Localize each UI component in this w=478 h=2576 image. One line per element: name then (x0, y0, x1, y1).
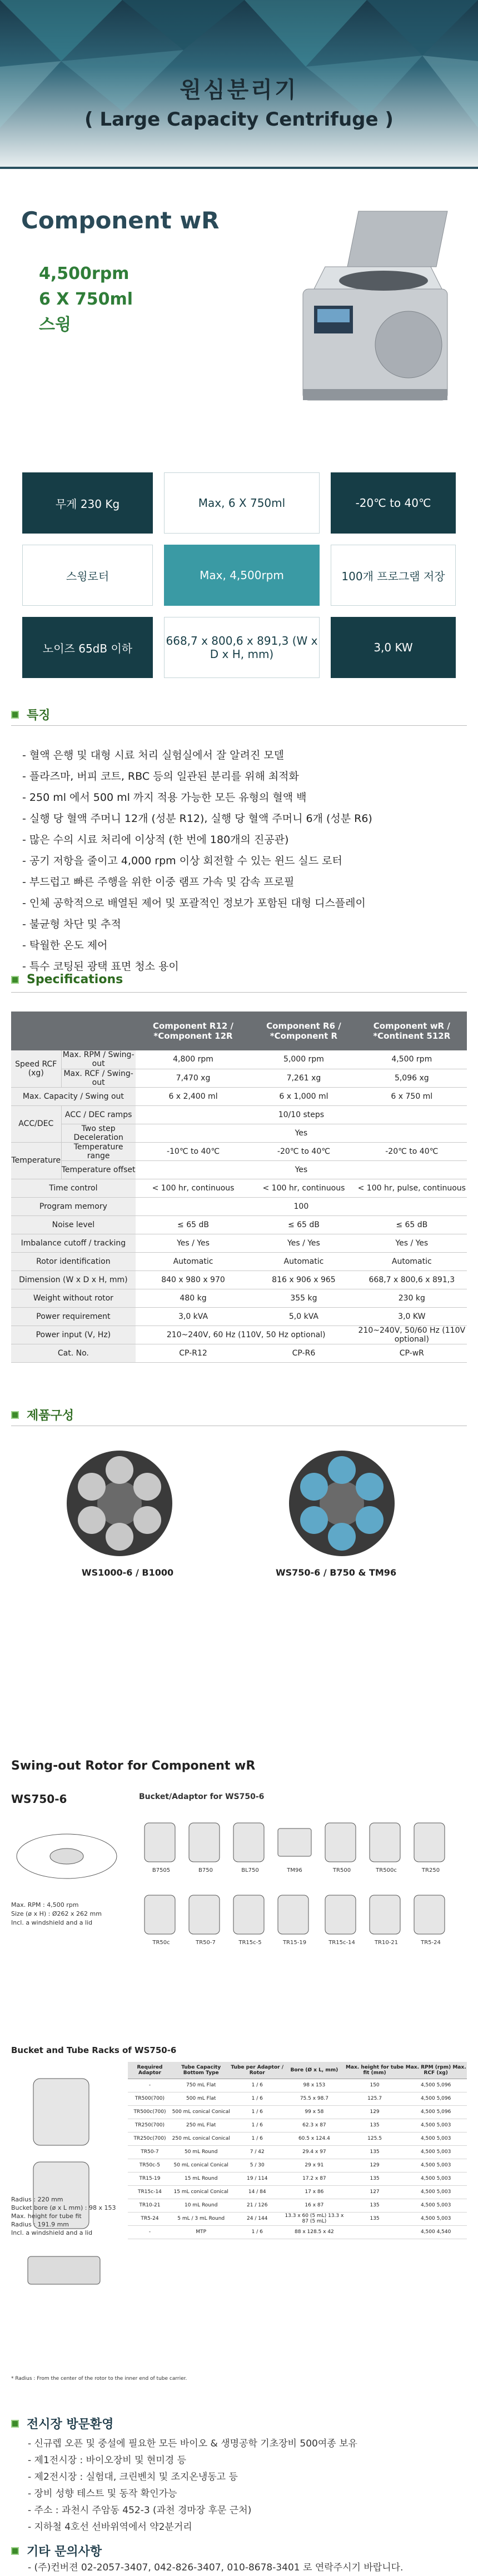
visit-section (11, 2415, 467, 2573)
spec-table (11, 1012, 467, 1363)
spec-header-col: Component wR / *Continent 512R (357, 1012, 467, 1050)
page-subtitle: ( Large Capacity Centrifuge ) (84, 108, 394, 131)
bucket-cell: 250 mL conical Conical (172, 2132, 231, 2145)
bucket-cell: 24 / 144 (230, 2212, 284, 2225)
spec-value: 4,500 rpm (357, 1050, 467, 1069)
hero-banner (0, 0, 478, 167)
bucket-row (128, 2132, 467, 2145)
bucket-row (128, 2159, 467, 2172)
adaptor-label: B750 (198, 1867, 213, 1874)
spec-row (11, 1197, 467, 1215)
spec-value: 210~240V, 50/60 Hz (110V optional) (357, 1326, 467, 1344)
adaptor-label: TR10-21 (374, 1940, 399, 1946)
spec-header-blank (11, 1012, 136, 1050)
spec-value: < 100 hr, continuous (251, 1179, 356, 1197)
bucket-cell: 1 / 6 (230, 2079, 284, 2092)
bucket-cell: 129 (345, 2105, 405, 2119)
feature-item: - 플라즈마, 버피 코트, RBC 등의 일관된 분리를 위해 최적화 (22, 770, 299, 783)
spec-value: 6 x 750 ml (357, 1087, 467, 1105)
adaptor-label: TR50-7 (196, 1940, 216, 1946)
bucket-cell: 125.5 (345, 2132, 405, 2145)
bucket-row (128, 2185, 467, 2199)
bucket-note: Radius : 191.9 mm (11, 2221, 69, 2228)
spec-row (11, 1124, 467, 1142)
visit-line: - 제2전시장 : 실험대, 크린벤치 및 조지온냉동고 등 (28, 2472, 238, 2483)
spec-row (11, 1087, 467, 1105)
bucket-cell: 4,500 5,003 (405, 2119, 467, 2132)
tile-noise: 노이즈 65dB 이하 (22, 617, 153, 678)
spec-value: 3,0 KW (357, 1307, 467, 1326)
bullet-square-icon (11, 1411, 19, 1419)
bucket-cell: TR15c-14 (128, 2185, 172, 2199)
bucket-header: Required Adaptor (128, 2062, 172, 2079)
spec-value: Automatic (251, 1252, 356, 1270)
bucket-cell: 13.3 x 60 (5 mL) 13.3 x 87 (5 mL) (285, 2213, 344, 2224)
bucket-cell: 50 mL Round (172, 2145, 231, 2159)
spec-row (11, 1270, 467, 1289)
rotor-drawing (11, 1812, 122, 1895)
spec-value: Automatic (136, 1252, 251, 1270)
feature-item: - 실행 당 혈액 주머니 12개 (성분 R12), 실행 당 혈액 주머니 6개 (성분 R6) (22, 813, 372, 825)
feature-item: - 탁월한 온도 제어 (22, 939, 108, 951)
rotor-note: Size (ø x H) : Ø262 x 262 mm (11, 1910, 102, 1917)
model-name: Component wR (21, 207, 220, 234)
visit-lines (11, 2435, 467, 2535)
bucket-cell: 500 mL Flat (172, 2092, 231, 2105)
bucket-cell: TR10-21 (128, 2199, 172, 2212)
bucket-cell: TR250c(700) (128, 2132, 172, 2145)
spec-type: 스윙 (39, 315, 71, 335)
bucket-row (128, 2079, 467, 2092)
spec-value: 210~240V, 60 Hz (110V, 50 Hz optional) (136, 1326, 357, 1344)
spec-label: Rotor identification (11, 1252, 136, 1270)
bucket-cell: 29 x 91 (284, 2159, 345, 2172)
bucket-row (128, 2119, 467, 2132)
divider (11, 992, 467, 993)
composition-heading (11, 1406, 74, 1423)
spec-group-label: Speed RCF (xg) (11, 1050, 61, 1087)
spec-value: < 100 hr, continuous (136, 1179, 251, 1197)
composition-heading-text: 제품구성 (27, 1409, 74, 1423)
spec-label: Noise level (11, 1215, 136, 1234)
spec-label: Dimension (W x D x H, mm) (11, 1270, 136, 1289)
adaptor-label: BL750 (241, 1867, 259, 1874)
bucket-row (128, 2199, 467, 2212)
bucket-cell: - (128, 2225, 172, 2239)
spec-label: Max. Capacity / Swing out (11, 1087, 136, 1105)
spec-row (11, 1252, 467, 1270)
visit-heading (11, 2415, 467, 2432)
composition-items (31, 1567, 447, 1578)
composition-item: WS1000-6 / B1000 (81, 1567, 174, 1578)
centrifuge-image (281, 200, 461, 411)
spec-row (11, 1142, 467, 1160)
bucket-cell: 1 / 6 (230, 2092, 284, 2105)
bucket-cell: 1 / 6 (230, 2132, 284, 2145)
spec-value: 816 x 906 x 965 (251, 1270, 356, 1289)
visit-line: - 제1전시장 : 바이오장비 및 현미경 등 (28, 2455, 187, 2466)
spec-label: Temperature offset (61, 1160, 136, 1179)
spec-row (11, 1069, 467, 1087)
bucket-cell: 4,500 5,003 (405, 2212, 467, 2225)
bucket-cell: 135 (345, 2212, 405, 2225)
bucket-cell: 4,500 5,003 (405, 2145, 467, 2159)
bucket-table (128, 2062, 467, 2239)
spec-value: Yes (136, 1160, 467, 1179)
page-title: 원심분리기 (180, 77, 298, 103)
bucket-cell: 62.3 x 87 (284, 2119, 345, 2132)
feature-item: - 특수 코팅된 광택 표면 청소 용이 (22, 960, 179, 973)
features-list (22, 745, 372, 977)
specifications-heading (11, 973, 123, 986)
bucket-cell: 4,500 5,003 (405, 2132, 467, 2145)
feature-item: - 부드럽고 빠른 주행을 위한 이중 램프 가속 및 감속 프로필 (22, 876, 295, 888)
adaptor-label: TR50c (152, 1940, 170, 1946)
adaptor-label: TR5-24 (421, 1940, 441, 1946)
bucket-cell: 135 (345, 2119, 405, 2132)
features-heading (11, 706, 51, 723)
adaptor-label: TR250 (421, 1867, 440, 1874)
adaptor-label: TM96 (287, 1867, 302, 1874)
spec-value: < 100 hr, pulse, continuous (357, 1179, 467, 1197)
bucket-cell: 5 / 30 (230, 2159, 284, 2172)
bucket-cell: 4,500 5,096 (405, 2079, 467, 2092)
spec-row (11, 1344, 467, 1362)
bucket-cell: 150 (345, 2079, 405, 2092)
spec-label: Cat. No. (11, 1344, 136, 1362)
spec-value: ≤ 65 dB (357, 1215, 467, 1234)
spec-value: -10℃ to 40℃ (136, 1142, 251, 1160)
contact-title: 기타 문의사항 (27, 2545, 102, 2559)
spec-group-label: Temperature (11, 1142, 61, 1179)
bucket-cell: TR15-19 (128, 2172, 172, 2185)
spec-row (11, 1215, 467, 1234)
adaptor-label: B7505 (152, 1867, 171, 1874)
spec-label: Power input (V, Hz) (11, 1326, 136, 1344)
bucket-cell: TR50-7 (128, 2145, 172, 2159)
bucket-footnote: * Radius : From the center of the rotor to the inner end of tube carrier. (11, 2376, 187, 2381)
spec-value: Yes / Yes (136, 1234, 251, 1252)
spec-label: Imbalance cutoff / tracking (11, 1234, 136, 1252)
feature-item: - 혈액 은행 및 대형 시료 처리 실험실에서 잘 알려진 모델 (22, 749, 285, 761)
rotor-model: WS750-6 (11, 1792, 67, 1806)
spec-value: 6 x 1,000 ml (251, 1087, 356, 1105)
bucket-cell: 1 / 6 (230, 2119, 284, 2132)
bucket-cell: 4,500 5,003 (405, 2172, 467, 2185)
bucket-notes (11, 2195, 122, 2237)
feature-item: - 인체 공학적으로 배열된 제어 및 포괄적인 정보가 포함된 대형 디스플레이 (22, 897, 366, 909)
bucket-cell: TR5-24 (128, 2212, 172, 2225)
tile-power: 3,0 KW (331, 617, 456, 678)
spec-value: Automatic (357, 1252, 467, 1270)
adaptor-title: Bucket/Adaptor for WS750-6 (139, 1792, 265, 1801)
bucket-cell: 17 x 86 (284, 2185, 345, 2199)
tile-row (22, 472, 456, 534)
spec-label: Max. RPM / Swing-out (61, 1050, 136, 1069)
spec-speed: 4,500rpm (39, 264, 130, 283)
spec-value: 5,096 xg (357, 1069, 467, 1087)
bucket-cell (345, 2225, 405, 2239)
tile-row (22, 545, 456, 606)
bucket-drawings (11, 2067, 122, 2301)
bucket-note: Incl. a windshield and a lid (11, 2229, 93, 2236)
bucket-row (128, 2105, 467, 2119)
spec-value: 7,470 xg (136, 1069, 251, 1087)
bucket-cell: 60.5 x 124.4 (284, 2132, 345, 2145)
bucket-note: Bucket bore (ø x L mm) : 98 x 153 (11, 2204, 116, 2211)
spec-value: Yes (136, 1124, 467, 1142)
spec-value: 5,000 rpm (251, 1050, 356, 1069)
visit-line: - 주소 : 과천시 주암동 452-3 (과천 경마장 후문 근처) (28, 2505, 252, 2516)
bucket-cell: 75.5 x 98.7 (284, 2092, 345, 2105)
spec-group-label: ACC/DEC (11, 1105, 61, 1142)
spec-row (11, 1289, 467, 1307)
bucket-cell: 19 / 114 (230, 2172, 284, 2185)
bucket-header: Max. height for tube fit (mm) (345, 2062, 405, 2079)
bucket-cell: 50 mL conical Conical (172, 2159, 231, 2172)
rotor-note: Max. RPM : 4,500 rpm (11, 1901, 79, 1909)
spec-tiles (22, 472, 456, 689)
spec-label: Temperature range (61, 1142, 136, 1160)
bucket-cell: 4,500 5,096 (405, 2105, 467, 2119)
bucket-cell: 17.2 x 87 (284, 2172, 345, 2185)
bucket-cell: 1 / 6 (230, 2225, 284, 2239)
spec-row (11, 1179, 467, 1197)
bucket-cell: TR500c(700) (128, 2105, 172, 2119)
tile-dimension: 668,7 x 800,6 x 891,3 (W x D x H, mm) (164, 617, 320, 678)
bucket-cell: 10 mL Round (172, 2199, 231, 2212)
spec-value: 100 (136, 1197, 467, 1215)
spec-value: -20℃ to 40℃ (251, 1142, 356, 1160)
bucket-cell: TR250(700) (128, 2119, 172, 2132)
divider (0, 167, 478, 169)
bullet-square-icon (11, 2420, 19, 2428)
bucket-row (128, 2145, 467, 2159)
bucket-cell: 1 / 6 (230, 2105, 284, 2119)
tile-capacity: Max, 6 X 750ml (164, 472, 320, 534)
bucket-cell: 125.7 (345, 2092, 405, 2105)
visit-line: - 장비 성향 테스트 및 동작 확인가능 (28, 2488, 177, 2499)
bucket-cell: 4,500 5,003 (405, 2185, 467, 2199)
bucket-cell: 15 mL conical Conical (172, 2185, 231, 2199)
bucket-cell: TR50c-5 (128, 2159, 172, 2172)
adaptor-label: TR500c (376, 1867, 397, 1874)
spec-value: ≤ 65 dB (251, 1215, 356, 1234)
visit-line: - 신규렙 오픈 및 중설에 필요한 모든 바이오 & 생명공학 기초장비 500여종 보유 (28, 2438, 357, 2449)
spec-value: CP-wR (357, 1344, 467, 1362)
feature-item: - 250 ml 에서 500 ml 까지 적용 가능한 모든 유형의 혈액 백 (22, 791, 307, 804)
spec-label: Two step Deceleration (61, 1124, 136, 1142)
bucket-cell: 14 / 84 (230, 2185, 284, 2199)
spec-value: ≤ 65 dB (136, 1215, 251, 1234)
spec-value: 230 kg (357, 1289, 467, 1307)
bucket-cell: 750 mL Flat (172, 2079, 231, 2092)
bucket-cell: 129 (345, 2159, 405, 2172)
bucket-cell: 127 (345, 2185, 405, 2199)
spec-row (11, 1326, 467, 1344)
spec-value: 840 x 980 x 970 (136, 1270, 251, 1289)
spec-value: 5,0 kVA (251, 1307, 356, 1326)
bucket-cell: 21 / 126 (230, 2199, 284, 2212)
spec-value: 4,800 rpm (136, 1050, 251, 1069)
adaptor-label: TR500 (332, 1867, 351, 1874)
bucket-cell: 7 / 42 (230, 2145, 284, 2159)
adaptor-label: TR15c-14 (328, 1940, 355, 1946)
bucket-cell: 500 mL conical Conical (172, 2105, 231, 2119)
bucket-cell: 15 mL Round (172, 2172, 231, 2185)
composition-item: WS750-6 / B750 & TM96 (275, 1567, 397, 1578)
spec-value: Yes / Yes (251, 1234, 356, 1252)
specifications-heading-text: Specifications (27, 973, 123, 986)
spec-value: 6 x 2,400 ml (136, 1087, 251, 1105)
feature-item: - 불균형 차단 및 추적 (22, 918, 121, 930)
feature-item: - 공기 저항을 줄이고 4,000 rpm 이상 회전할 수 있는 윈드 실드 로터 (22, 855, 342, 867)
bucket-cell: 88 x 128.5 x 42 (284, 2225, 345, 2239)
spec-value: CP-R6 (251, 1344, 356, 1362)
spec-value: 355 kg (251, 1289, 356, 1307)
spec-label: ACC / DEC ramps (61, 1105, 136, 1124)
bucket-cell: MTP (172, 2225, 231, 2239)
divider (11, 725, 467, 726)
bucket-row (128, 2212, 467, 2225)
tile-row (22, 617, 456, 678)
bullet-square-icon (11, 976, 19, 984)
spec-header-col: Component R12 / *Component 12R (136, 1012, 251, 1050)
spec-label: Weight without rotor (11, 1289, 136, 1307)
spec-label: Max. RCF / Swing-out (61, 1069, 136, 1087)
spec-label: Program memory (11, 1197, 136, 1215)
bucket-cell: TR500(700) (128, 2092, 172, 2105)
contact-heading (11, 2542, 467, 2559)
bucket-header: Tube per Adaptor / Rotor (230, 2062, 284, 2079)
adaptor-label: TR15c-5 (238, 1940, 262, 1946)
visit-title: 전시장 방문환영 (27, 2418, 114, 2431)
features-heading-text: 특징 (27, 709, 51, 723)
model-specs (39, 261, 133, 338)
rotor-notes (11, 1901, 102, 1927)
bucket-cell: 4,500 5,003 (405, 2159, 467, 2172)
spec-row (11, 1307, 467, 1326)
spec-label: Time control (11, 1179, 136, 1197)
bucket-row (128, 2225, 467, 2239)
spec-row (11, 1234, 467, 1252)
bucket-cell: 135 (345, 2172, 405, 2185)
adaptor-label: TR15-19 (282, 1940, 307, 1946)
spec-value: CP-R12 (136, 1344, 251, 1362)
bucket-header: Tube Capacity Bottom Type (172, 2062, 231, 2079)
bucket-cell: 29.4 x 97 (284, 2145, 345, 2159)
tile-weight: 무게 230 Kg (22, 472, 153, 534)
tile-rotor: 스윙로터 (22, 545, 153, 606)
visit-line: - 지하철 4호선 선바위역에서 약2분거리 (28, 2522, 192, 2533)
tile-speed: Max, 4,500rpm (164, 545, 320, 606)
bucket-cell: 135 (345, 2199, 405, 2212)
rotor-note: Incl. a windshield and a lid (11, 1919, 93, 1926)
spec-value: 7,261 xg (251, 1069, 356, 1087)
bucket-row (128, 2172, 467, 2185)
bucket-cell: 5 mL / 3 mL Round (172, 2212, 231, 2225)
bucket-cell: 135 (345, 2145, 405, 2159)
tile-programs: 100개 프로그램 저장 (331, 545, 456, 606)
bucket-note: Radius : 220 mm (11, 2196, 63, 2203)
bucket-cell: 4,500 5,096 (405, 2092, 467, 2105)
bucket-note: Max. height for tube fit (11, 2213, 82, 2220)
spec-value: 668,7 x 800,6 x 891,3 (357, 1270, 467, 1289)
bucket-header: Bore (Ø x L, mm) (284, 2062, 345, 2079)
spec-row (11, 1050, 467, 1069)
bucket-cell: 4,500 5,003 (405, 2199, 467, 2212)
spec-value: Yes / Yes (357, 1234, 467, 1252)
spec-label: Power requirement (11, 1307, 136, 1326)
bucket-cell: - (128, 2079, 172, 2092)
spec-value: 480 kg (136, 1289, 251, 1307)
bucket-cell: 4,500 4,540 (405, 2225, 467, 2239)
bucket-title: Bucket and Tube Racks of WS750-6 (11, 2045, 177, 2055)
spec-capacity: 6 X 750ml (39, 290, 133, 309)
spec-value: 3,0 kVA (136, 1307, 251, 1326)
feature-item: - 많은 수의 시료 처리에 이상적 (한 번에 180개의 진공관) (22, 834, 289, 846)
spec-row (11, 1105, 467, 1124)
bucket-cell: 16 x 87 (284, 2199, 345, 2212)
spec-value: -20℃ to 40℃ (357, 1142, 467, 1160)
rotor-images (31, 1445, 447, 1562)
bucket-cell: 250 mL Flat (172, 2119, 231, 2132)
spec-value: 10/10 steps (136, 1105, 467, 1124)
swing-out-title: Swing-out Rotor for Component wR (11, 1759, 256, 1773)
bucket-row (128, 2092, 467, 2105)
spec-header-col: Component R6 / *Component R (251, 1012, 356, 1050)
tile-temperature: -20℃ to 40℃ (331, 472, 456, 534)
bucket-cell: 98 x 153 (284, 2079, 345, 2092)
bucket-cell: 99 x 58 (284, 2105, 345, 2119)
bullet-square-icon (11, 711, 19, 719)
contact-text: - (주)컨버젼 02-2057-3407, 042-826-3407, 010-8678-3401 로 연락주시기 바랍니다. (28, 2562, 404, 2573)
bucket-header: Max. RPM (rpm) Max. RCF (xg) (405, 2062, 467, 2079)
bullet-square-icon (11, 2547, 19, 2555)
spec-row (11, 1160, 467, 1179)
